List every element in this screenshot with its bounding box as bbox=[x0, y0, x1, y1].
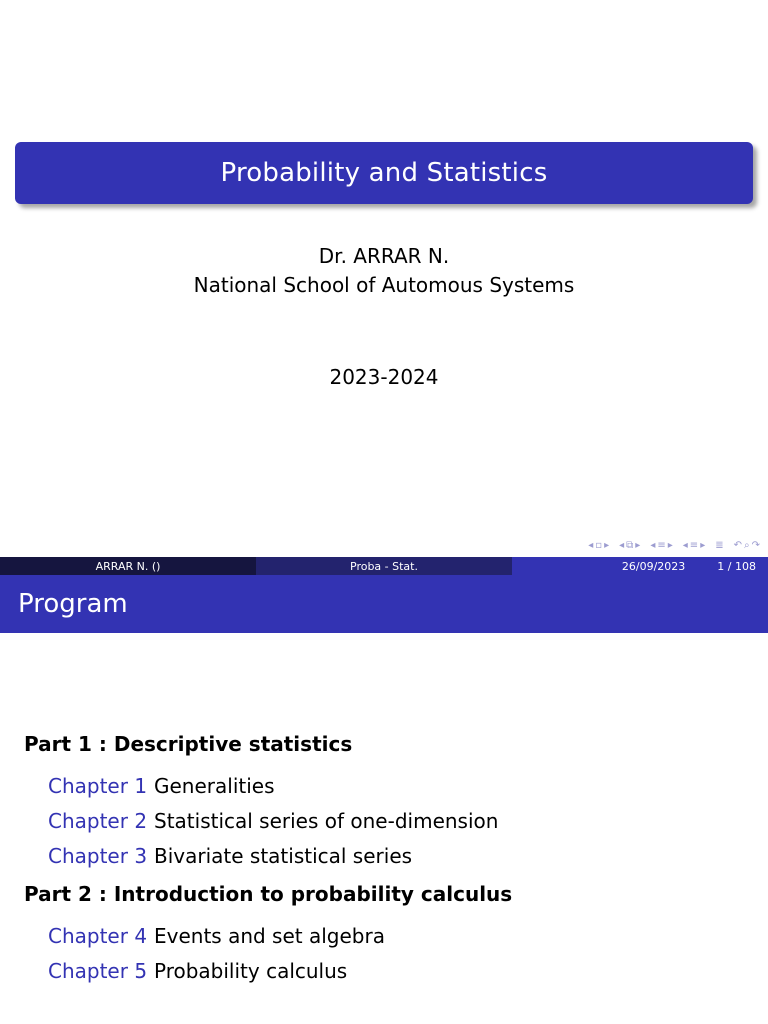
slide-footer bbox=[0, 557, 768, 575]
institute: National School of Automous Systems bbox=[193, 273, 575, 297]
presentation-title: Probability and Statistics bbox=[220, 158, 548, 188]
frame-nav[interactable] bbox=[588, 540, 609, 551]
chapter-number: Chapter 5 bbox=[48, 959, 148, 983]
footer-author: ARRAR N. () bbox=[95, 559, 161, 573]
forward-icon[interactable]: ↷ bbox=[751, 539, 760, 551]
chapter-number: Chapter 4 bbox=[48, 924, 148, 948]
align-nav[interactable] bbox=[715, 540, 723, 551]
search-icon[interactable]: ⌕ bbox=[744, 539, 750, 551]
subsection-icon[interactable]: ⧉ bbox=[626, 539, 634, 551]
chapter-title: Events and set algebra bbox=[154, 924, 385, 948]
chapter-item bbox=[24, 919, 754, 954]
chapter-number: Chapter 1 bbox=[48, 774, 148, 798]
footer-page-number: 1 / 108 bbox=[717, 559, 756, 573]
chapter-title: Bivariate statistical series bbox=[154, 844, 413, 868]
search-nav[interactable] bbox=[734, 540, 760, 551]
align-icon[interactable]: ≣ bbox=[715, 539, 724, 551]
chapter-title: Probability calculus bbox=[154, 959, 348, 983]
nav-left-icon[interactable]: ◂ bbox=[588, 539, 594, 551]
chapter-title: Generalities bbox=[154, 774, 275, 798]
footer-date: 26/09/2023 bbox=[621, 559, 686, 573]
footer-short-title: Proba - Stat. bbox=[350, 559, 418, 573]
nav-right-icon[interactable]: ▸ bbox=[604, 539, 610, 551]
nav-right-icon[interactable]: ▸ bbox=[700, 539, 706, 551]
footer-title-section bbox=[256, 557, 512, 575]
frame-icon[interactable]: ▫ bbox=[595, 539, 603, 551]
author: Dr. ARRAR N. bbox=[318, 244, 450, 268]
section-icon[interactable]: ≡ bbox=[657, 539, 666, 551]
chapter-item bbox=[24, 769, 754, 804]
nav-right-icon[interactable]: ▸ bbox=[667, 539, 673, 551]
subsection-nav[interactable] bbox=[619, 540, 640, 551]
part-heading: Part 2 : Introduction to probability calculus bbox=[24, 882, 513, 906]
title-box bbox=[15, 142, 753, 204]
nav-left-icon[interactable]: ◂ bbox=[682, 539, 688, 551]
footer-author-section bbox=[0, 557, 256, 575]
chapter-number: Chapter 2 bbox=[48, 809, 148, 833]
document-nav[interactable] bbox=[683, 540, 705, 551]
nav-left-icon[interactable]: ◂ bbox=[650, 539, 656, 551]
beamer-navigation bbox=[588, 538, 760, 552]
section-icon[interactable]: ≡ bbox=[689, 539, 699, 551]
back-icon[interactable]: ↶ bbox=[733, 539, 742, 551]
frame-title-bar bbox=[0, 575, 768, 633]
frame-title: Program bbox=[18, 589, 128, 619]
chapter-number: Chapter 3 bbox=[48, 844, 148, 868]
chapter-item bbox=[24, 839, 754, 874]
part-heading: Part 1 : Descriptive statistics bbox=[24, 732, 353, 756]
program-outline bbox=[24, 728, 754, 989]
presentation-date: 2023-2024 bbox=[329, 365, 439, 389]
chapter-item bbox=[24, 954, 754, 989]
footer-date-section bbox=[512, 557, 768, 575]
nav-right-icon[interactable]: ▸ bbox=[635, 539, 641, 551]
section-nav[interactable] bbox=[650, 540, 672, 551]
nav-left-icon[interactable]: ◂ bbox=[619, 539, 625, 551]
chapter-item bbox=[24, 804, 754, 839]
chapter-title: Statistical series of one-dimension bbox=[154, 809, 499, 833]
